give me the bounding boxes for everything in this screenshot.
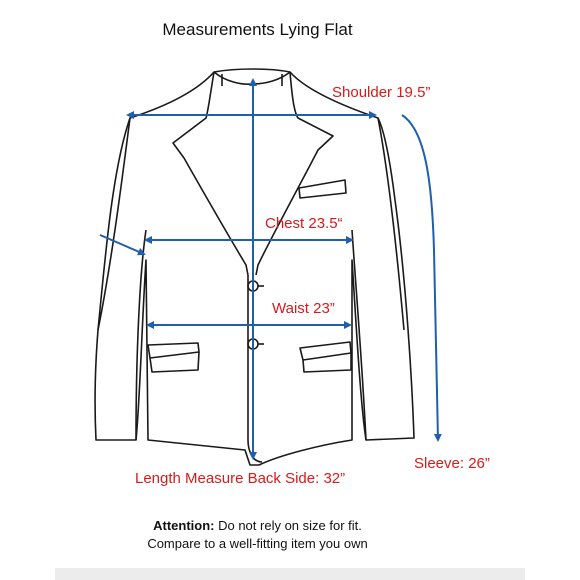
attention-note [0,518,515,533]
sleeve-arrow [402,115,438,440]
measurement-arrows [100,84,438,458]
collar-back [214,72,290,84]
compare-note: Compare to a well-fitting item you own [147,536,368,551]
chest-pocket [299,180,346,198]
shoulder-measurement: Shoulder 19.5” [332,84,431,101]
front-opening [248,275,262,462]
jacket-outline [95,69,414,465]
pocket-left [148,343,199,358]
sleeve-left [98,118,130,330]
attention-label: Attention: [153,518,215,533]
footer-bar [55,568,525,580]
waist-measurement: Waist 23” [272,300,335,317]
sleeve-right [378,118,404,330]
lapel-left [173,72,248,275]
lapel-right [256,72,333,275]
pocket-right [300,342,351,360]
diagram-title: Measurements Lying Flat [162,20,353,39]
attention-text: Do not rely on size for fit. [214,518,362,533]
chest-measurement: Chest 23.5“ [265,215,343,232]
sleeve-measurement: Sleeve: 26” [414,455,490,472]
length-measurement: Length Measure Back Side: 32” [135,470,346,487]
jacket-body [95,69,414,465]
